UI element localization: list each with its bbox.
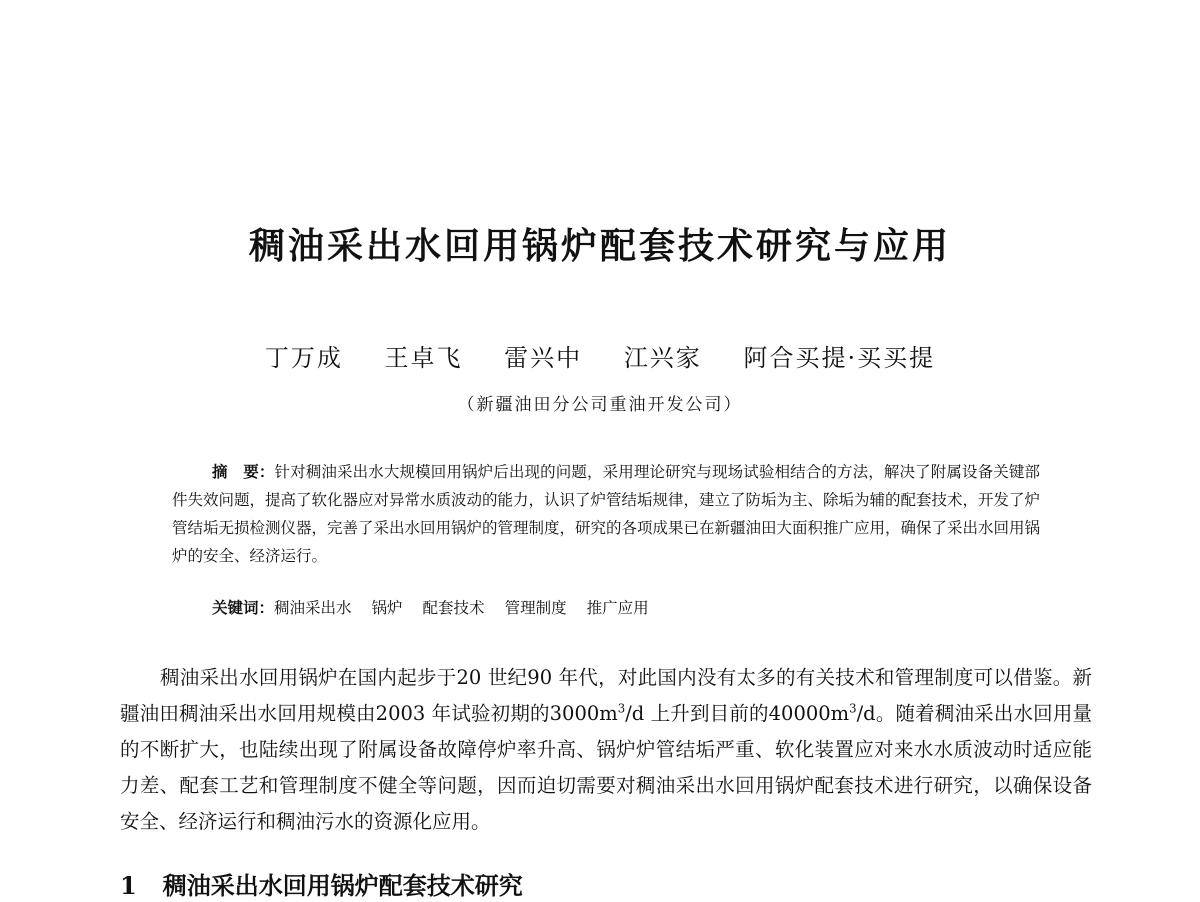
superscript: 3 — [849, 701, 857, 716]
abstract-label: 摘 要： — [212, 462, 275, 481]
author-list — [0, 338, 1200, 373]
keyword: 稠油采出水 — [274, 599, 352, 617]
section-number: 1 — [120, 871, 137, 900]
author-name: 阿合买提·买买提 — [743, 344, 936, 372]
author-name: 王卓飞 — [384, 344, 463, 372]
section-heading — [120, 866, 523, 901]
keyword: 管理制度 — [504, 599, 567, 617]
abstract-text: 针对稠油采出水大规模回用锅炉后出现的问题，采用理论研究与现场试验相结合的方法，解决了附属设备关键部件失效问题，提高了软化器应对异常水质波动的能力，认识了炉管结垢规律，建立了防垢为主、除垢为辅的配套技术，开发了炉管结垢无损检测仪器，完善了采出水回用锅炉的管理制度，研究的各项成果已在新疆油田大面积推广应用，确保了采出水回用锅炉的安全、经济运行。 — [172, 463, 1041, 565]
author-name: 江兴家 — [623, 344, 702, 372]
author-name: 丁万成 — [264, 344, 343, 372]
keyword: 配套技术 — [422, 599, 485, 617]
keywords-label: 关键词： — [212, 598, 275, 617]
affiliation: （新疆油田分公司重油开发公司） — [457, 395, 743, 415]
superscript: 3 — [617, 701, 626, 716]
intro-text: /d。随着稠油采出水回用量的不断扩大，也陆续出现了附属设备故障停炉率升高、锅炉炉管结垢严重、软化装置应对来水水质波动时适应能力差、配套工艺和管理制度不健全等问题，因而迫切需要对稠油采出水回用锅炉配套技术进行研究，以确保设备安全、经济运行和稠油污水的资源化应用。 — [120, 702, 1092, 833]
keyword: 推广应用 — [586, 599, 649, 617]
section-title: 稠油采出水回用锅炉配套技术研究 — [162, 871, 523, 900]
author-name: 雷兴中 — [504, 344, 583, 372]
keywords — [212, 594, 669, 622]
intro-paragraph — [120, 660, 1092, 840]
abstract — [172, 458, 1040, 570]
keyword: 锅炉 — [371, 599, 403, 617]
paper-title: 稠油采出水回用锅炉配套技术研究与应用 — [248, 226, 951, 267]
intro-text: /d 上升到目前的40000m — [625, 702, 850, 725]
intro-text: 稠油采出水回用锅炉在国内起步于20 世纪90 年代，对此国内没有太多的有关技术和管理制度可以借鉴。新疆油田稠油采出水回用规模由2003 年试验初期的3000m — [120, 666, 1092, 725]
